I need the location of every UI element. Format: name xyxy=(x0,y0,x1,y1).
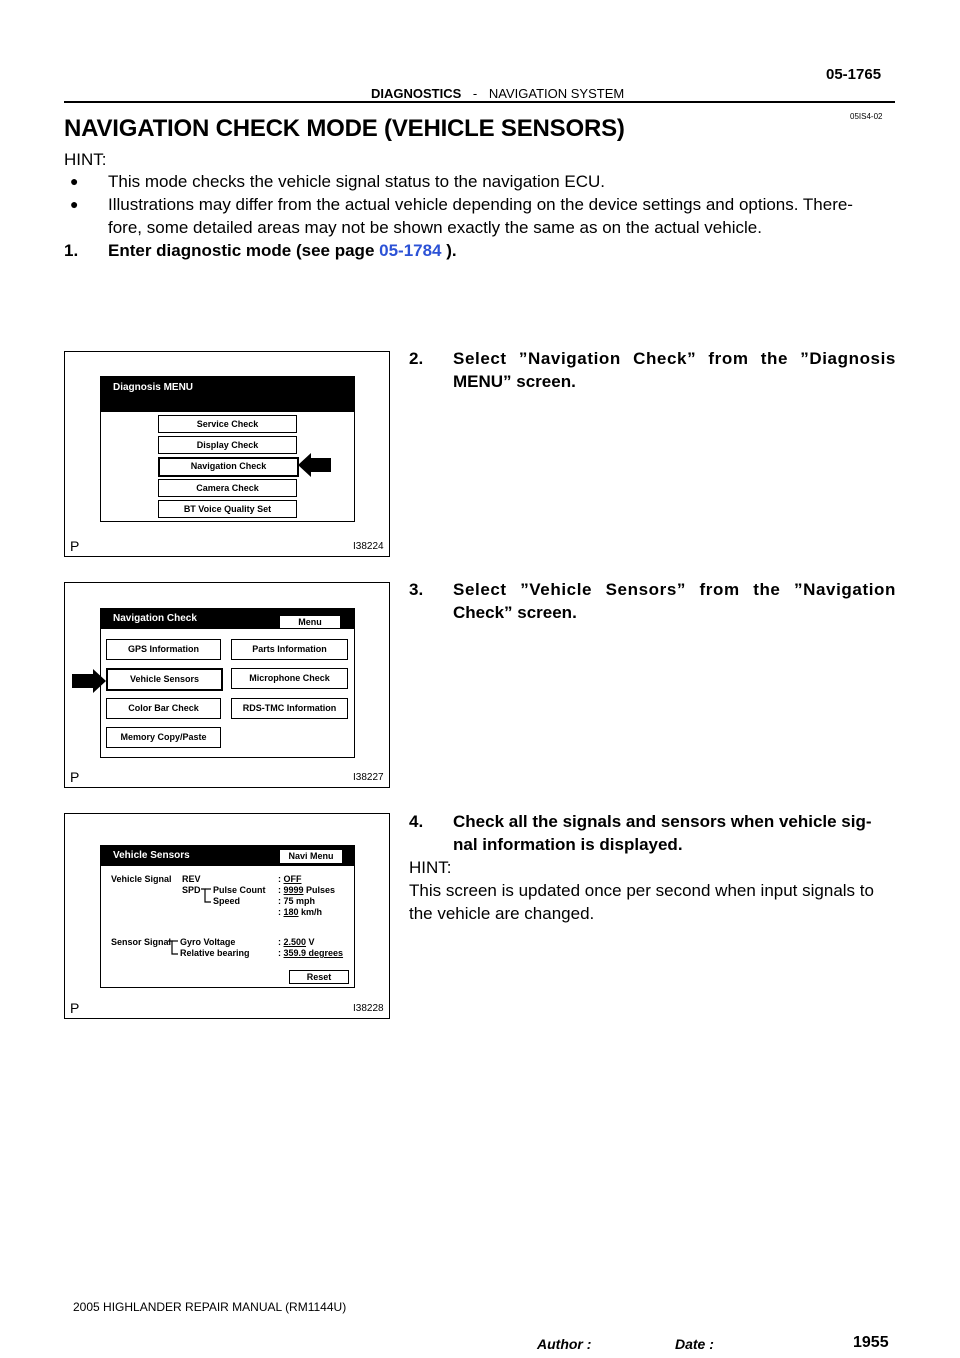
manual-name: 2005 HIGHLANDER REPAIR MANUAL (RM1144U) xyxy=(73,1300,347,1314)
vehicle-sensors-button[interactable]: Vehicle Sensors xyxy=(106,668,223,691)
step-3-line-2: Check” screen. xyxy=(453,603,577,622)
pointer-arrow-icon xyxy=(298,452,332,478)
figure-3-label: I38228 xyxy=(353,1003,384,1014)
rds-tmc-information-button[interactable]: RDS-TMC Information xyxy=(231,698,348,719)
step-4-hint-label: HINT: xyxy=(409,858,452,877)
page-number: 05-1765 xyxy=(826,66,882,83)
author-label: Author : xyxy=(537,1336,592,1352)
section-dash: - xyxy=(472,86,478,101)
rev-label: REV xyxy=(182,874,201,884)
speed-mph: : 75 mph xyxy=(278,896,316,906)
speed-kmh-value: 180 xyxy=(283,907,299,917)
step-1-number: 1. xyxy=(64,241,79,260)
date-label: Date : xyxy=(675,1336,714,1352)
step-4-line-2: nal information is displayed. xyxy=(453,835,683,854)
spd-bracket xyxy=(201,888,213,904)
figure-3 xyxy=(64,813,390,1019)
step-1-text: Enter diagnostic mode (see page xyxy=(108,241,380,260)
step-1 xyxy=(108,239,457,262)
step-2-line-1: Select ”Navigation Check” from the ”Diagnosis xyxy=(453,349,896,368)
parts-information-button[interactable]: Parts Information xyxy=(231,639,348,660)
figure-3-corner: P xyxy=(70,1000,80,1016)
bt-voice-quality-button[interactable]: BT Voice Quality Set xyxy=(158,500,297,518)
color-bar-check-button[interactable]: Color Bar Check xyxy=(106,698,221,719)
step-4-line-1: Check all the signals and sensors when vehicle sig- xyxy=(453,812,872,831)
screen-title: Navigation Check xyxy=(113,613,197,624)
step-4-hint-line-1: This screen is updated once per second when input signals to xyxy=(409,881,874,900)
bearing-value: : 359.9 degrees xyxy=(278,948,344,958)
reset-button[interactable]: Reset xyxy=(289,970,349,984)
speed-kmh: : 180 km/h xyxy=(278,907,323,917)
service-check-button[interactable]: Service Check xyxy=(158,415,297,433)
gyro-voltage-label: Gyro Voltage xyxy=(180,937,236,947)
speed-kmh-unit: km/h xyxy=(301,907,323,917)
navigation-check-button[interactable]: Navigation Check xyxy=(158,457,299,477)
gyro-unit: V xyxy=(308,937,315,947)
vehicle-signal-label: Vehicle Signal xyxy=(111,874,172,884)
footer-page-number: 1955 xyxy=(853,1334,889,1351)
figure-2-label: I38227 xyxy=(353,772,384,783)
header-section xyxy=(371,86,624,101)
step-3-line-1: Select ”Vehicle Sensors” from the ”Navigation xyxy=(453,580,896,599)
navi-menu-button[interactable]: Navi Menu xyxy=(279,849,343,864)
relative-bearing-value: 359.9 degrees xyxy=(283,948,344,958)
figure-2-corner: P xyxy=(70,769,80,785)
hint-label: HINT: xyxy=(64,150,107,169)
pulse-count-label: Pulse Count xyxy=(213,885,266,895)
rev-value: : OFF xyxy=(278,874,302,884)
navigation-check-screen xyxy=(100,608,355,758)
subsection-name: NAVIGATION SYSTEM xyxy=(488,86,625,101)
header-rule xyxy=(64,101,895,103)
step-3-number: 3. xyxy=(409,580,424,599)
screen-title: Diagnosis MENU xyxy=(113,382,194,393)
speed-mph-value: 75 mph xyxy=(283,896,316,906)
spd-label: SPD xyxy=(182,885,201,895)
step-1-end: ). xyxy=(441,241,457,260)
diagnosis-menu-screen xyxy=(100,376,355,522)
gps-information-button[interactable]: GPS Information xyxy=(106,639,221,660)
sensor-bracket xyxy=(168,940,180,956)
bullet-dot-2: ● xyxy=(70,196,79,212)
step-4-hint-line-2: the vehicle are changed. xyxy=(409,904,595,923)
speed-label: Speed xyxy=(213,896,241,906)
page-title: NAVIGATION CHECK MODE (VEHICLE SENSORS) xyxy=(64,115,625,142)
bullet-2-line-2: fore, some detailed areas may not be shown exactly the same as on the actual vehicle. xyxy=(108,218,762,237)
rev-value-text: OFF xyxy=(283,874,302,884)
gyro-value: : 2.500 V xyxy=(278,937,315,947)
sensor-signal-label: Sensor Signal xyxy=(111,937,172,947)
pulse-unit: Pulses xyxy=(306,885,336,895)
memory-copy-paste-button[interactable]: Memory Copy/Paste xyxy=(106,727,221,748)
section-name: DIAGNOSTICS xyxy=(371,86,462,101)
vehicle-sensors-screen xyxy=(100,845,355,988)
figure-1 xyxy=(64,351,390,557)
menu-button[interactable]: Menu xyxy=(279,615,341,629)
microphone-check-button[interactable]: Microphone Check xyxy=(231,668,348,689)
gyro-voltage-value: 2.500 xyxy=(283,937,307,947)
screen-title-bar xyxy=(101,377,354,412)
display-check-button[interactable]: Display Check xyxy=(158,436,297,454)
step-4-number: 4. xyxy=(409,812,424,831)
figure-1-corner: P xyxy=(70,538,80,554)
bullet-dot-1: ● xyxy=(70,173,79,189)
pulse-count-value: 9999 xyxy=(283,885,304,895)
figure-1-label: I38224 xyxy=(353,541,384,552)
step-2-number: 2. xyxy=(409,349,424,368)
step-2-line-2: MENU” screen. xyxy=(453,372,576,391)
figure-2 xyxy=(64,582,390,788)
camera-check-button[interactable]: Camera Check xyxy=(158,479,297,497)
bullet-2-line-1: Illustrations may differ from the actual vehicle depending on the device settings and options. There- xyxy=(108,195,853,214)
doc-code: 05IS4-02 xyxy=(850,112,883,121)
step-1-link[interactable]: 05-1784 xyxy=(379,241,442,260)
pulse-value: : 9999 Pulses xyxy=(278,885,336,895)
relative-bearing-label: Relative bearing xyxy=(180,948,250,958)
bullet-1: This mode checks the vehicle signal status to the navigation ECU. xyxy=(108,172,606,191)
pointer-arrow-icon xyxy=(71,668,107,694)
screen-title: Vehicle Sensors xyxy=(113,850,190,861)
